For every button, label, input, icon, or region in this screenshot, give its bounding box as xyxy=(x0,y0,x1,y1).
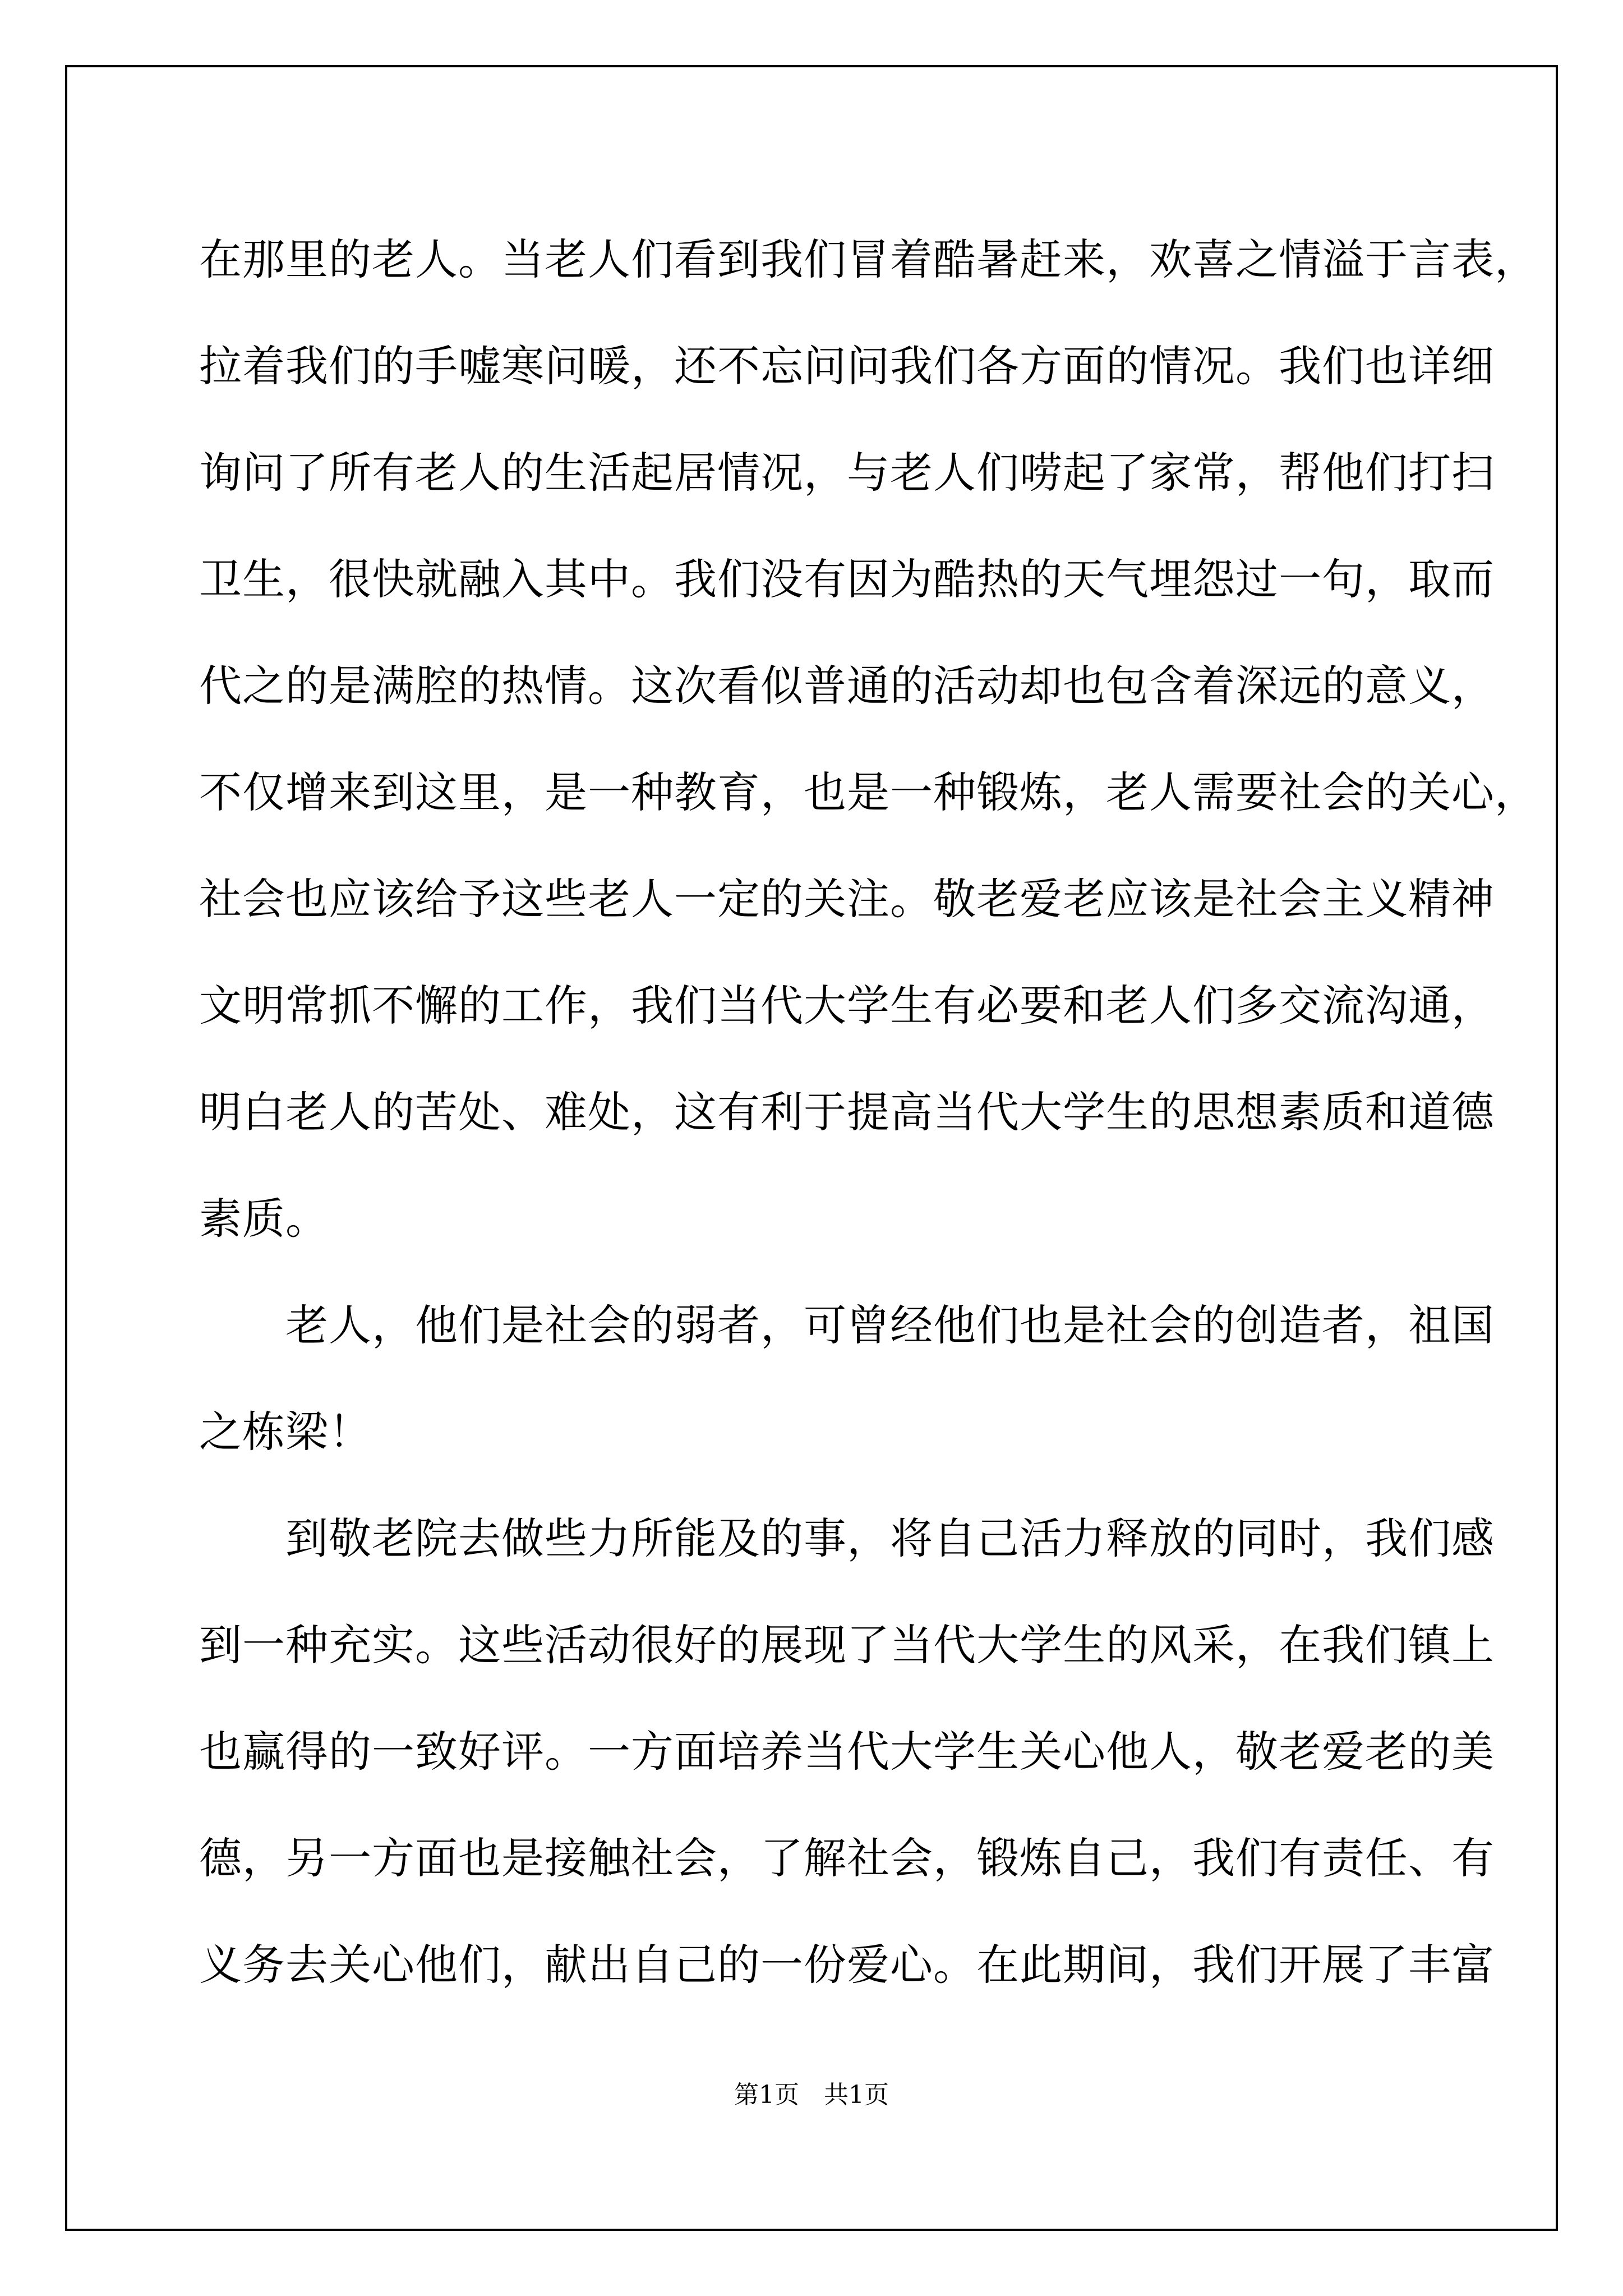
page-footer: 第1页 共1页 xyxy=(734,2081,889,2109)
text-line: 义务去关心他们，献出自己的一份爱心。在此期间，我们开展了丰富 xyxy=(199,1940,1495,1990)
text-line: 在那里的老人。当老人们看到我们冒着酷暑赶来，欢喜之情溢于言表， xyxy=(199,234,1538,284)
text-line: 明白老人的苦处、难处，这有利于提高当代大学生的思想素质和道德 xyxy=(199,1087,1495,1137)
text-line: 社会也应该给予这些老人一定的关注。敬老爱老应该是社会主义精神 xyxy=(199,874,1495,924)
text-line: 德，另一方面也是接触社会，了解社会，锻炼自己，我们有责任、有 xyxy=(199,1833,1495,1883)
text-line: 到敬老院去做些力所能及的事，将自己活力释放的同时，我们感 xyxy=(199,1513,1495,1563)
text-line: 之栋梁！ xyxy=(199,1407,372,1457)
text-line: 老人，他们是社会的弱者，可曾经他们也是社会的创造者，祖国 xyxy=(199,1300,1495,1350)
text-line: 文明常抓不懈的工作，我们当代大学生有必要和老人们多交流沟通， xyxy=(199,981,1495,1030)
text-line: 询问了所有老人的生活起居情况，与老人们唠起了家常，帮他们打扫 xyxy=(199,448,1495,498)
text-line: 代之的是满腔的热情。这次看似普通的活动却也包含着深远的意义， xyxy=(199,661,1495,711)
text-line: 素质。 xyxy=(199,1194,329,1244)
text-line: 拉着我们的手嘘寒问暖，还不忘问问我们各方面的情况。我们也详细 xyxy=(199,341,1495,391)
document-body xyxy=(199,206,1538,2018)
text-line: 到一种充实。这些活动很好的展现了当代大学生的风采，在我们镇上 xyxy=(199,1620,1495,1670)
text-line: 卫生，很快就融入其中。我们没有因为酷热的天气埋怨过一句，取而 xyxy=(199,554,1495,604)
text-line: 也赢得的一致好评。一方面培养当代大学生关心他人，敬老爱老的美 xyxy=(199,1727,1495,1777)
text-line: 不仅增来到这里，是一种教育，也是一种锻炼，老人需要社会的关心， xyxy=(199,767,1538,817)
